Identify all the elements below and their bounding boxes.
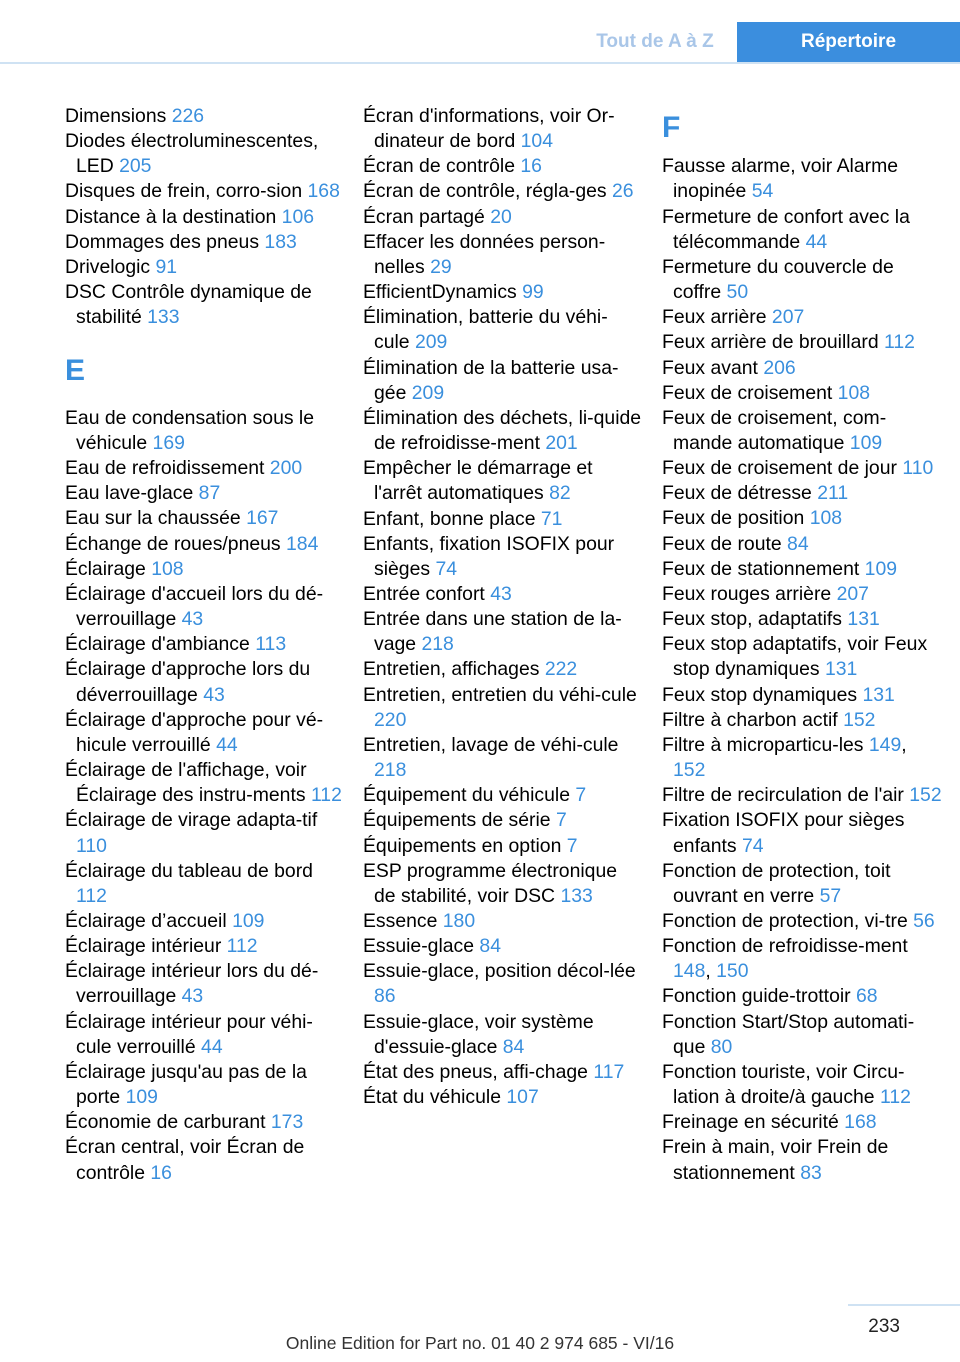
index-term: Fonction Start/Stop automati-que: [662, 1010, 915, 1058]
index-entry: [662, 683, 942, 708]
index-term: Eau de refroidissement: [65, 457, 270, 480]
index-entry: [363, 305, 643, 355]
page-ref-link[interactable]: 109: [125, 1086, 158, 1109]
page-ref-link[interactable]: 7: [555, 809, 567, 832]
page-ref-link[interactable]: 152: [843, 708, 876, 731]
index-column-1: [65, 104, 345, 1186]
index-entry: [363, 406, 643, 456]
page-ref-link[interactable]: 184: [286, 532, 319, 555]
page-ref-link[interactable]: 83: [800, 1161, 822, 1184]
index-term: Effacer les données person-nelles: [363, 230, 606, 278]
index-term: DSC Contrôle dynamique de stabilité: [65, 281, 312, 329]
index-term: Éclairage d'approche lors du déverrouillage: [65, 658, 311, 706]
page-ref-link[interactable]: 169: [152, 432, 185, 454]
index-entry: [65, 758, 345, 808]
page-ref-link[interactable]: 104: [520, 130, 553, 153]
index-entry: [65, 506, 345, 531]
page-ref-link[interactable]: 201: [545, 432, 578, 455]
index-term: Fonction touriste, voir Circu-lation à droite/à gauche: [662, 1060, 905, 1109]
index-term: Échange de roues/pneus: [65, 532, 287, 555]
index-term: Feux de croisement de jour: [662, 457, 903, 480]
index-entry: [662, 909, 942, 934]
index-entry: [662, 481, 942, 506]
index-entry: [363, 356, 643, 406]
header-tabs: [0, 22, 960, 64]
index-entry: [662, 532, 942, 557]
index-entry: [65, 557, 345, 582]
index-term: Feux de stationnement: [662, 557, 865, 580]
footer-divider: [848, 1304, 960, 1306]
index-term: Enfant, bonne place: [363, 507, 541, 530]
index-term: Feux arrière de brouillard: [662, 331, 885, 354]
page-ref-link[interactable]: 226: [171, 105, 205, 127]
index-entry: [65, 582, 345, 632]
index-term: Écran de contrôle: [363, 155, 521, 178]
page-ref-link[interactable]: 50: [726, 281, 749, 304]
index-term: Fixation ISOFIX pour sièges enfants: [662, 809, 905, 857]
index-entry: [662, 305, 942, 330]
index-term: Eau sur la chaussée: [65, 507, 247, 530]
index-entry: [662, 783, 942, 808]
index-entry: [363, 456, 643, 506]
page-ref-link[interactable]: 109: [849, 432, 883, 455]
index-entry: [65, 1110, 345, 1135]
index-entry: [65, 808, 345, 858]
index-entry: [662, 632, 942, 682]
index-term: Disques de frein, corro-sion: [65, 180, 308, 203]
index-term: Fausse alarme, voir Alarme inopinée: [662, 155, 899, 203]
page-ref-link[interactable]: 44: [201, 1035, 223, 1058]
page-ref-link[interactable]: 82: [549, 482, 571, 505]
page-ref-link[interactable]: 183: [264, 230, 297, 253]
index-term: Éclairage de l'affichage, voir Éclairage des instru-ments: [65, 759, 311, 807]
index-entry: [662, 607, 942, 632]
page-ref-link[interactable]: 108: [809, 507, 843, 530]
index-entry: [65, 406, 345, 456]
index-entry: [65, 129, 345, 179]
index-term: Feux de croisement, com-mande automatique: [662, 406, 887, 455]
index-entry: [65, 280, 345, 330]
index-term: Éclairage d’accueil: [65, 909, 233, 932]
index-term: Eau de condensation sous le véhicule: [65, 406, 315, 454]
page-ref-link[interactable]: 209: [414, 331, 448, 354]
page-ref-link[interactable]: 7: [575, 784, 587, 807]
page-ref-link[interactable]: 7: [566, 834, 578, 857]
index-term: Eau lave-glace: [65, 482, 199, 505]
index-term: État du véhicule: [363, 1086, 507, 1109]
page-ref-link[interactable]: 84: [479, 935, 501, 958]
index-term: Diodes électroluminescentes, LED: [65, 130, 319, 178]
index-term: Feux stop dynamiques: [662, 683, 863, 706]
page-ref-link[interactable]: 112: [879, 1086, 911, 1109]
index-entry: [363, 1085, 643, 1110]
index-term: Feux de détresse: [662, 482, 818, 505]
index-term: ESP programme électronique de stabilité, voir DSC: [363, 859, 618, 907]
page-ref-link[interactable]: 209: [411, 381, 445, 404]
index-term: Entretien, affichages: [363, 658, 545, 681]
index-entry: [363, 834, 643, 859]
page-ref-link[interactable]: 43: [203, 683, 225, 706]
index-term: Freinage en sécurité: [662, 1111, 845, 1134]
index-term: Fermeture du couvercle de coffre: [662, 255, 894, 304]
page-ref-link[interactable]: 218: [421, 633, 454, 656]
index-term: Filtre de recirculation de l'air: [662, 784, 910, 807]
page-ref-link[interactable]: 110: [76, 834, 107, 857]
index-term: Entrée dans une station de la-vage: [363, 608, 622, 656]
index-entry: [363, 909, 643, 934]
page-ref-link[interactable]: 180: [442, 910, 476, 932]
index-term: Équipements en option: [363, 834, 567, 857]
page-ref-link[interactable]: 20: [490, 205, 512, 228]
page-ref-link[interactable]: 54: [751, 180, 774, 203]
index-entry: [363, 733, 643, 783]
page-ref-link[interactable]: 43: [490, 582, 512, 605]
page-ref-link[interactable]: 91: [155, 255, 178, 278]
page-ref-link[interactable]: 131: [847, 608, 880, 631]
page-ref-link[interactable]: 112: [226, 935, 258, 958]
edition-note: Online Edition for Part no. 01 40 2 974 685 - VI/16: [285, 1333, 675, 1353]
page-ref-link[interactable]: 113: [255, 633, 287, 656]
page-ref-link[interactable]: 148: [673, 960, 706, 983]
index-term: Économie de carburant: [65, 1111, 271, 1134]
page-ref-link[interactable]: 87: [198, 482, 221, 505]
index-term: Écran d'informations, voir Or-dinateur de bord: [363, 105, 615, 153]
page-ref-link[interactable]: 207: [836, 582, 869, 605]
page-ref-link[interactable]: 112: [76, 884, 107, 907]
page-ref-link[interactable]: 131: [824, 658, 858, 681]
index-entry: [363, 1010, 643, 1060]
index-term: Écran partagé: [363, 205, 491, 228]
index-entry: [662, 406, 942, 456]
index-term: Fonction de protection, vi-tre: [662, 909, 914, 932]
page-ref-link[interactable]: 26: [611, 180, 634, 203]
page-ref-link[interactable]: 107: [506, 1086, 539, 1109]
index-entry: [662, 456, 942, 481]
page-ref-link[interactable]: 99: [522, 281, 544, 304]
index-entry: [662, 330, 942, 355]
index-column-3: [662, 104, 942, 1186]
page-ref-link[interactable]: 86: [374, 985, 396, 1008]
page-ref-link[interactable]: 218: [374, 759, 407, 782]
index-entry: [662, 205, 942, 255]
index-term: Drivelogic: [65, 255, 156, 278]
page-ref-link[interactable]: 110: [902, 457, 934, 480]
page-ref-link[interactable]: 43: [181, 985, 204, 1008]
page-ref-link[interactable]: 150: [716, 960, 749, 983]
index-entry: [662, 356, 942, 381]
index-term: Élimination, batterie du véhi-cule: [363, 306, 608, 354]
page-ref-link[interactable]: 108: [837, 381, 871, 404]
page-ref-link[interactable]: 200: [269, 457, 303, 480]
page-ref-link[interactable]: 71: [540, 507, 563, 530]
page-ref-link[interactable]: 152: [673, 759, 706, 782]
page-ref-link[interactable]: 168: [307, 180, 340, 203]
index-term: Équipements de série: [363, 809, 556, 832]
index-term: Fermeture de confort avec la télécommande: [662, 205, 910, 253]
index-letter-heading: E: [65, 354, 86, 388]
index-entry: [65, 1060, 345, 1110]
index-term: Éclairage d'accueil lors du dé-verrouillage: [65, 582, 324, 631]
page-ref-link[interactable]: 205: [119, 155, 152, 178]
index-term: Essuie-glace, position décol-lée: [363, 960, 636, 983]
index-term: Fonction de protection, toit ouvrant en verre: [662, 859, 891, 907]
page-ref-link[interactable]: 74: [435, 557, 458, 580]
index-term: Entretien, lavage de véhi-cule: [363, 733, 619, 756]
page-ref-link[interactable]: 68: [856, 985, 878, 1008]
index-entry: [363, 230, 643, 280]
index-entry: [363, 205, 643, 230]
index-entry: [363, 507, 643, 532]
index-term: Éclairage intérieur: [65, 935, 227, 958]
index-term: Frein à main, voir Frein de stationnement: [662, 1136, 889, 1184]
index-term: Feux stop, adaptatifs: [662, 608, 848, 631]
page-ref-link[interactable]: 173: [270, 1111, 304, 1134]
index-term: Éclairage du tableau de bord: [65, 859, 313, 882]
index-entry: [65, 456, 345, 481]
index-entry: [662, 506, 942, 531]
index-entry: [662, 859, 942, 909]
index-entry: Fonction de refroidisse-ment 148, 150: [662, 935, 908, 983]
index-term: Filtre à charbon actif: [662, 708, 844, 731]
index-term: Feux de position: [662, 507, 810, 530]
page-ref-link[interactable]: 131: [862, 683, 895, 706]
index-term: Feux rouges arrière: [662, 582, 837, 605]
page-number: 233: [868, 1316, 900, 1337]
page-ref-link[interactable]: 56: [913, 909, 935, 932]
index-entry: Filtre à microparticu-les 149, 152: [662, 733, 907, 782]
page-ref-link[interactable]: 117: [593, 1060, 625, 1083]
index-term: Essence: [363, 910, 443, 932]
index-entry: [65, 934, 345, 959]
index-term: Écran central, voir Écran de contrôle: [65, 1136, 305, 1184]
page-ref-link[interactable]: 16: [520, 155, 542, 178]
index-entry: [363, 607, 643, 657]
page-ref-link[interactable]: 84: [502, 1035, 525, 1058]
index-term: Feux de route: [662, 532, 788, 555]
index-term: Entretien, entretien du véhi-cule: [363, 683, 637, 706]
index-entry: [363, 280, 643, 305]
index-entry: [65, 179, 345, 204]
index-term: Feux avant: [662, 356, 764, 379]
index-entry: [363, 808, 643, 833]
index-term: Entrée confort: [363, 582, 491, 605]
index-entry: [363, 154, 643, 179]
tab-tout-de-a-a-z[interactable]: Tout de A à Z: [576, 22, 734, 62]
index-term: Éclairage de virage adapta-tif: [65, 809, 318, 832]
index-entry: [363, 683, 643, 733]
index-column-2: [363, 104, 643, 1110]
index-term: Feux stop adaptatifs, voir Feux stop dynamiques: [662, 633, 928, 681]
page-ref-link[interactable]: 149: [868, 733, 902, 756]
index-entry: [65, 481, 345, 506]
page-ref-link[interactable]: 108: [151, 557, 184, 580]
index-entry: [65, 532, 345, 557]
index-entry: [662, 708, 942, 733]
index-entry: [662, 557, 942, 582]
index-term: Dimensions: [65, 105, 172, 127]
index-entry: [363, 1060, 643, 1085]
page-ref-link[interactable]: 43: [181, 608, 204, 631]
page-ref-link[interactable]: 133: [560, 884, 593, 907]
tab-repertoire[interactable]: Répertoire: [737, 22, 960, 62]
index-entry: [65, 959, 345, 1009]
page-ref-link[interactable]: 109: [232, 909, 265, 932]
page-ref-link[interactable]: 57: [819, 884, 842, 907]
page-ref-link[interactable]: 106: [281, 205, 315, 228]
index-term: Éclairage d'approche pour vé-hicule verrouillé: [65, 708, 324, 756]
index-term: Dommages des pneus: [65, 230, 265, 253]
index-term: Écran de contrôle, régla-ges: [363, 180, 612, 203]
index-entry: [363, 179, 643, 204]
index-entry: [363, 783, 643, 808]
index-entry: [65, 708, 345, 758]
index-entry: [65, 859, 345, 909]
index-entry: [662, 1135, 942, 1185]
page-ref-link[interactable]: 206: [763, 356, 796, 379]
page-ref-link[interactable]: 44: [805, 230, 828, 253]
index-term: Éclairage intérieur lors du dé-verrouillage: [65, 960, 319, 1008]
index-entry: [363, 104, 643, 154]
index-entry: [662, 582, 942, 607]
index-entry: [662, 1110, 942, 1135]
index-term: Feux arrière: [662, 306, 772, 329]
index-entry: [662, 808, 942, 858]
page-ref-link[interactable]: 112: [310, 784, 342, 807]
index-entry: [363, 532, 643, 582]
index-entry: [65, 632, 345, 657]
index-term: EfficientDynamics: [363, 281, 523, 304]
index-entry: [662, 154, 942, 204]
index-entry: [65, 255, 345, 280]
index-term: Filtre à microparticu-les: [662, 733, 869, 756]
index-term: Élimination de la batterie usa-gée: [363, 356, 619, 404]
page-ref-link[interactable]: 112: [884, 331, 915, 354]
index-entry: [662, 381, 942, 406]
index-term: Fonction de refroidisse-ment: [662, 935, 908, 958]
index-entry: [363, 582, 643, 607]
page-ref-link[interactable]: 222: [544, 658, 578, 681]
index-term: Feux de croisement: [662, 381, 838, 404]
page-ref-link[interactable]: 168: [844, 1111, 877, 1134]
index-entry: [65, 104, 345, 129]
index-entry: [65, 909, 345, 934]
index-term: Essuie-glace: [363, 935, 480, 958]
index-term: Fonction guide-trottoir: [662, 985, 857, 1008]
index-term: Éclairage jusqu'au pas de la porte: [65, 1060, 307, 1109]
index-entry: [662, 1060, 942, 1110]
index-letter-heading: F: [662, 111, 681, 144]
page-ref-link[interactable]: 152: [909, 784, 942, 807]
index-term: Éclairage d'ambiance: [65, 633, 256, 656]
page-ref-link[interactable]: 80: [710, 1035, 733, 1058]
page-ref-link[interactable]: 84: [787, 532, 809, 555]
index-entry: [65, 1010, 345, 1060]
index-entry: [65, 657, 345, 707]
index-term: Enfants, fixation ISOFIX pour sièges: [363, 532, 615, 580]
index-term: Distance à la destination: [65, 205, 282, 228]
index-entry: [363, 657, 643, 682]
index-entry: [65, 1135, 345, 1185]
page-ref-link[interactable]: 29: [430, 255, 452, 278]
index-term: Éclairage intérieur pour véhi-cule verrouillé: [65, 1010, 313, 1058]
index-term: État des pneus, affi-chage: [363, 1060, 594, 1083]
index-term: Essuie-glace, voir système d'essuie-glace: [363, 1010, 594, 1058]
index-entry: [65, 230, 345, 255]
page-ref-link[interactable]: 44: [216, 733, 238, 756]
page-ref-link[interactable]: 220: [374, 708, 407, 731]
index-term: Équipement du véhicule: [363, 784, 576, 807]
index-term: Élimination des déchets, li-quide de refroidisse-ment: [363, 406, 642, 455]
page-ref-link[interactable]: 109: [864, 557, 898, 580]
index-entry: [65, 205, 345, 230]
page-ref-link[interactable]: 133: [147, 306, 180, 329]
index-entry: [662, 255, 942, 305]
page-ref-link[interactable]: 211: [817, 482, 849, 505]
index-term: Empêcher le démarrage et l'arrêt automatiques: [363, 457, 593, 505]
index-entry: [662, 1010, 942, 1060]
page-ref-link[interactable]: 167: [246, 507, 279, 530]
page-ref-link[interactable]: 207: [771, 306, 805, 329]
page-ref-link[interactable]: 16: [150, 1161, 172, 1184]
index-entry: [363, 934, 643, 959]
index-term: Éclairage: [65, 557, 152, 580]
index-entry: [662, 984, 942, 1009]
index-entry: [363, 859, 643, 909]
page-ref-link[interactable]: 74: [742, 834, 764, 857]
index-entry: [363, 959, 643, 1009]
